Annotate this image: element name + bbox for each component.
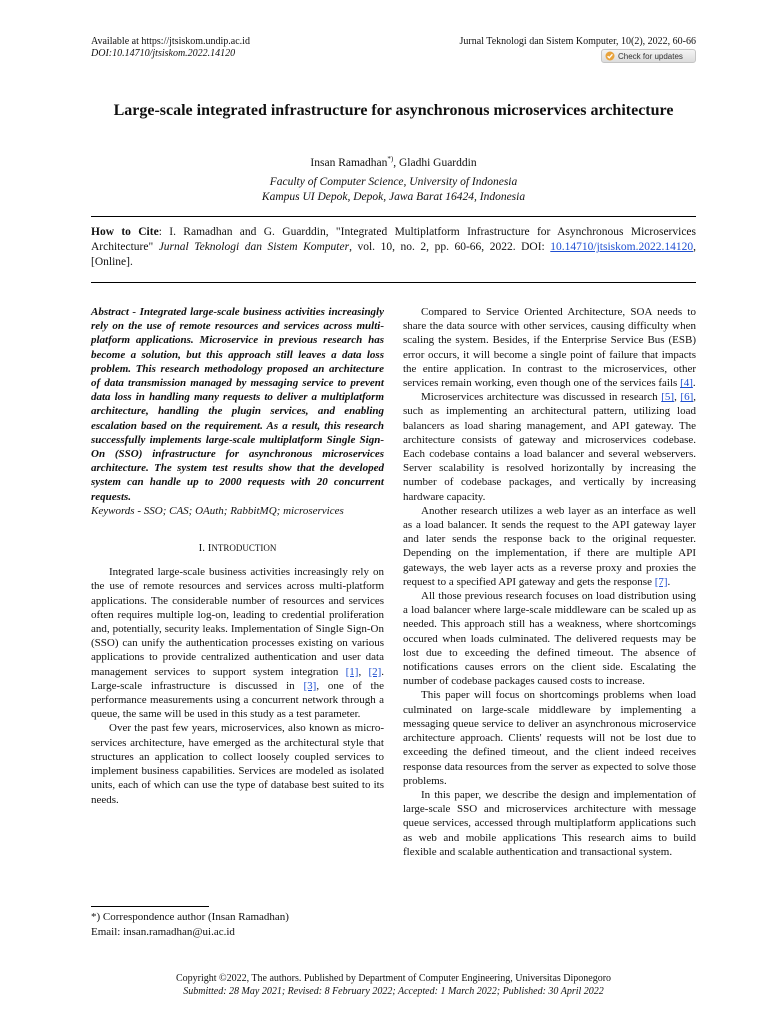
cite-top-rule [91,216,696,217]
check-updates-label: Check for updates [618,51,683,61]
check-for-updates-button[interactable] [601,49,696,63]
section-number: I. I [198,542,212,555]
cite-text-3: , [Online]. [91,241,696,268]
availability-link[interactable]: Available at https://jtsiskom.undip.ac.id [91,36,250,47]
cite-bottom-rule [91,282,696,283]
right-p2-text-b: , such as implementing an architectural pattern, utilizing load balancers as load sharing management, and API gateway. The architecture consists of gateway and microservices codebase. Each codebase contains a load balancer and several webservers. Server scalability is resolved horizontally by increasing the number of codebase packages, and vertically by increasing hardware capacity. [403,391,696,503]
footnote-rule [91,906,209,907]
header-doi: DOI:10.14710/jtsiskom.2022.14120 [91,48,236,59]
intro-p1-text-c: , one of the performance measurements using a concurrent network through a queue, the same will be used in this study as a test parameter. [91,679,384,721]
footer-dates: Submitted: 28 May 2021; Revised: 8 February 2022; Accepted: 1 March 2022; Published: 30 April 2022 [183,986,604,997]
intro-p1-text-b: . Large-scale infrastructure is discussed in [91,665,385,692]
ref-7-link[interactable]: [7] [654,575,668,588]
right-paragraph-5: This paper will focus on shortcomings problems when load culminated on large-scale middleware by implementing a messaging queue service to deliver an asynchronous microservice architecture approach. Clients' requests will not be lost due to exceeding the defined timeout, and the client indeed receives response data resources from the server as expected to solve those problems. [403,689,696,787]
cite-doi-link[interactable]: 10.14710/jtsiskom.2022.14120 [550,241,694,253]
ref-6-link[interactable]: [6] [680,391,694,404]
right-p1-text-b: . [692,377,696,390]
keywords: Keywords - SSO; CAS; OAuth; RabbitMQ; microservices [91,504,344,517]
author-separator: , [393,156,399,169]
cite-text-2: , vol. 10, no. 2, pp. 60-66, 2022. DOI: [349,241,551,253]
author-list [91,152,696,170]
ref-separator: , [358,665,369,678]
intro-paragraph-2: Over the past few years, microservices, also known as micro-services architecture, have emerged as the architectural style that structures an application to collect loosely coupled services to implement business capabilities. Services are modeled as isolated units, each of which can use the type of database best suited to its needs. [91,722,384,806]
author-2: Gladhi Guarddin [398,156,477,169]
ref-3-link[interactable]: [3] [303,679,317,692]
section-title-rest: NTRODUCTION [211,543,277,554]
ref-5-link[interactable]: [5] [661,391,675,404]
check-updates-icon [605,51,615,61]
affiliation-line-1: Faculty of Computer Science, University of Indonesia [269,176,518,188]
correspondence-mark: *) [387,155,394,163]
how-to-cite [91,225,696,270]
cite-colon: : [158,226,170,238]
journal-citation-header: Jurnal Teknologi dan Sistem Komputer, 10(2), 2022, 60-66 [459,36,696,47]
cite-journal: Jurnal Teknologi dan Sistem Komputer [158,241,350,253]
abstract: Abstract - Integrated large-scale business activities increasingly rely on the use of remote resources and services across multi-platform applications. Microservice in previous research has become a solution, but this approach still leaves a data loss problem. This research methodology proposed an architecture of data transmission managed by messaging service to prevent data loss in handling many requests to deliver a multiplatform architecture, handling the plugin services, and enabling escalation based on the requirement. As a result, this research successfully implements large-scale multiplatform Single Sign-On (SSO) infrastructure for asynchronous microservices architecture. The system test results show that the developed system can handle up to 2000 requests with 20 concurrent requests. [91,306,384,503]
running-header-left [91,36,250,60]
right-paragraph-6: In this paper, we describe the design and implementation of large-scale SSO and microservices architecture with message queue services, accessed through multiplatform applications such as web and mobile applications This research aims to build flexible and scalable authentication and transactional system. [403,788,696,858]
affiliation [91,175,696,205]
author-1: Insan Ramadhan [310,156,388,169]
footer-copyright: Copyright ©2022, The authors. Published by Department of Computer Engineering, Universitas Diponegoro [175,973,612,984]
ref-2-link[interactable]: [2] [368,665,382,678]
cite-text-1: I. Ramadhan and G. Guarddin, "Integrated Multiplatform Infrastructure for Asynchronous Microservices Architecture" [91,226,697,253]
page-footer [91,972,696,998]
right-paragraph-4: All those previous research focuses on load distribution using a load balancer where large-scale middleware can be scaled up as needed. This approach still has a weakness, where shortcomings occured when loads culminated. The delivered requests may be lost due to exceeding the defined timeout. The absence of notifications causes errors on the client side. Escalating the number of codebase packages caused costs to increase. [403,590,696,688]
ref-1-link[interactable]: [1] [345,665,359,678]
right-paragraph-1 [403,305,696,390]
left-column [91,305,384,807]
footnote [91,910,384,940]
ref-separator-2: , [674,391,681,404]
paper-title: Large-scale integrated infrastructure for asynchronous microservices architecture [113,102,674,119]
ref-4-link[interactable]: [4] [680,377,693,390]
footnote-email: Email: insan.ramadhan@ui.ac.id [91,926,235,938]
right-paragraph-3 [403,504,696,589]
right-column [403,305,696,859]
right-p3-text-b: . [667,575,671,588]
footnote-correspondence: *) Correspondence author (Insan Ramadhan) [91,911,289,923]
section-heading-introduction [91,541,384,555]
right-paragraph-2 [403,390,696,504]
intro-paragraph-1 [91,565,384,721]
right-p2-text-a: Microservices architecture was discussed in research [421,391,662,404]
cite-label: How to Cite [91,226,159,238]
right-p3-text-a: Another research utilizes a web layer as an interface as well as a load balancer. It sends the request to the API gateway layer and later sends the response back to the original requester. Depending on the implementation, if there are multiple API gateways, the web layer acts as a reverse proxy and proxies the request to a specified API gateway and gets the response [403,504,696,588]
affiliation-line-2: Kampus UI Depok, Depok, Jawa Barat 16424, Indonesia [261,191,526,203]
intro-p1-text-a: Integrated large-scale business activities increasingly rely on the use of remote resources and services across multi-platform applications. The considerable number of resources and services often requires multiple log-on, leading to credential proliferation and, potentially, security leaks. Implementation of Single Sign-On (SSO) can unify the authentication processes existing on various applications to provide centralized authentication and user data management services to support system integration [91,566,384,678]
right-p1-text-a: Compared to Service Oriented Architecture, SOA needs to share the data source with other services, causing difficulty when scaling the system. Besides, if the Enterprise Service Bus (ESB) error occurs, it will become a single point of failure that impacts the entire application. In contrast to the microservices, other services remain working, even though one of the services fails [403,306,696,390]
